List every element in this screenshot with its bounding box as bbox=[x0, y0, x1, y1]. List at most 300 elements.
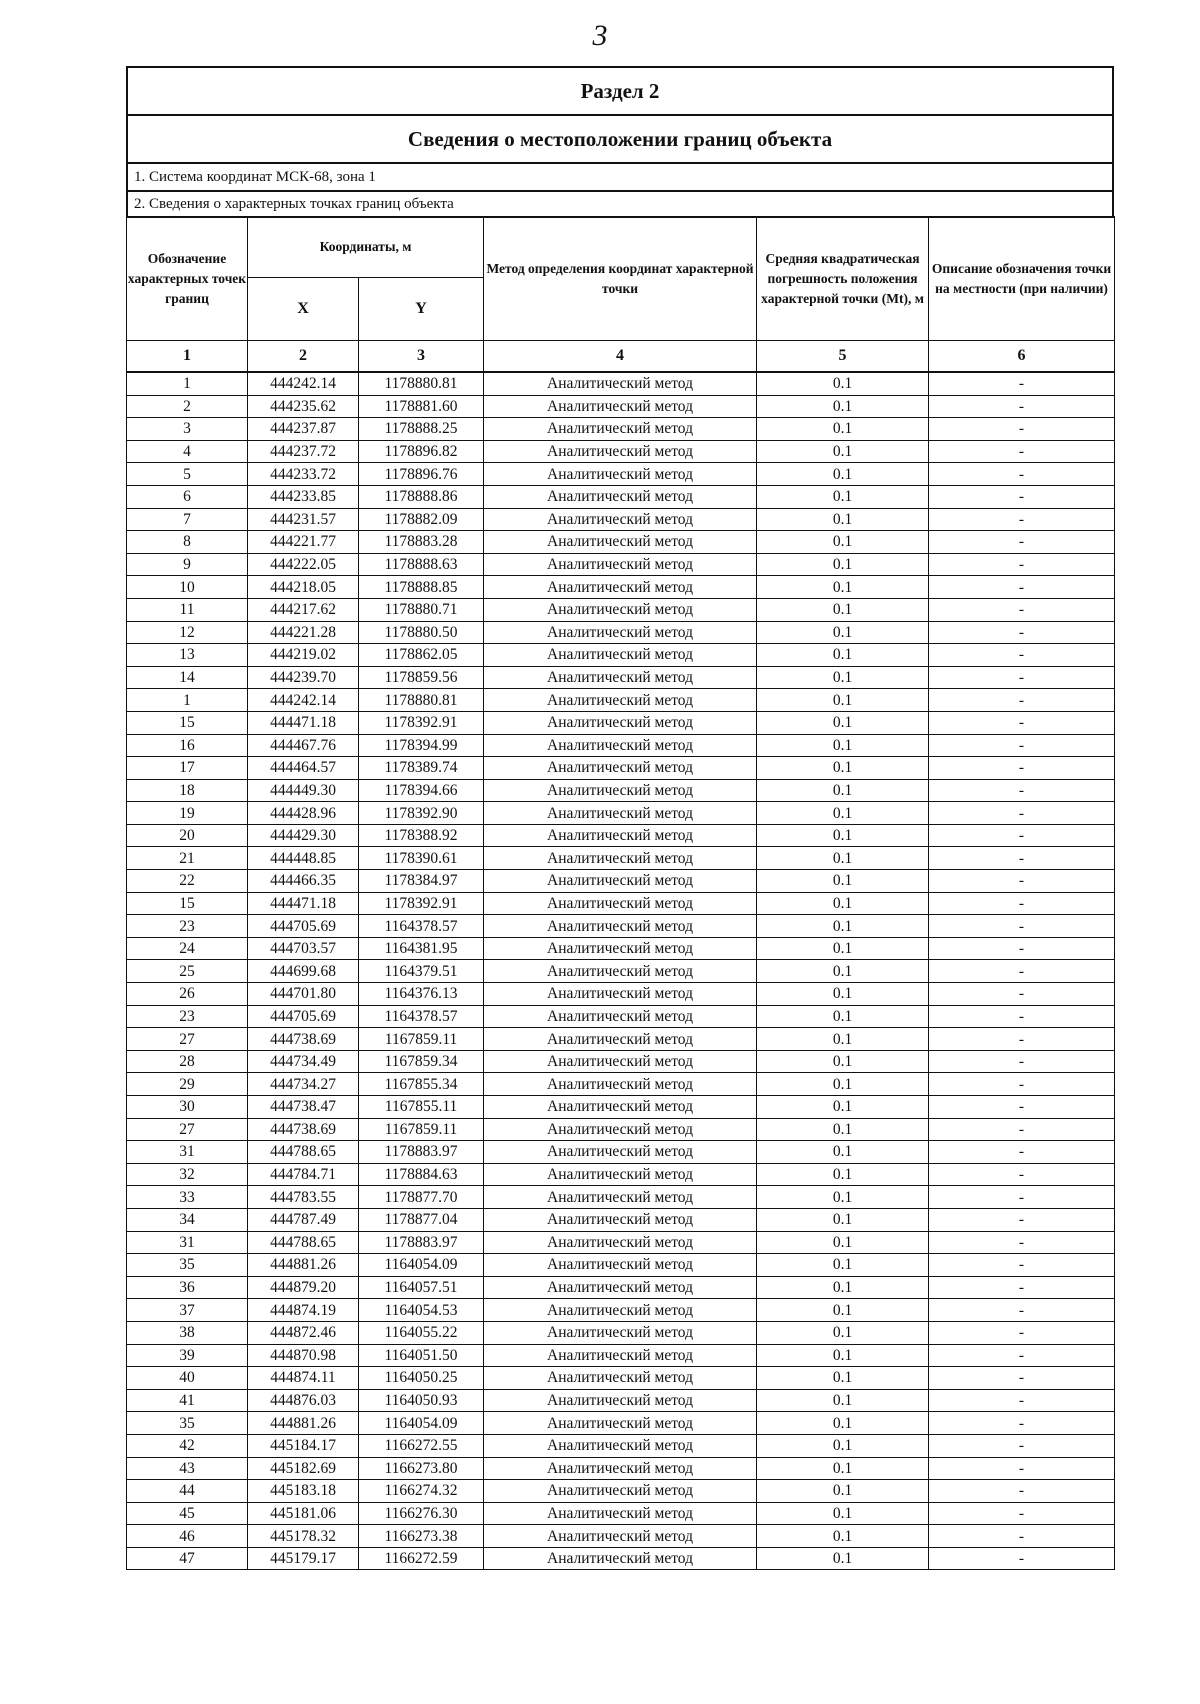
point-number-cell: 37 bbox=[127, 1299, 248, 1322]
x-coordinate-cell: 444703.57 bbox=[248, 937, 359, 960]
point-number-cell: 46 bbox=[127, 1525, 248, 1548]
point-number-cell: 13 bbox=[127, 644, 248, 667]
header-y: Y bbox=[359, 278, 484, 341]
error-cell: 0.1 bbox=[757, 1254, 929, 1277]
description-cell: - bbox=[929, 1299, 1115, 1322]
description-cell: - bbox=[929, 463, 1115, 486]
y-coordinate-cell: 1178880.50 bbox=[359, 621, 484, 644]
point-number-cell: 41 bbox=[127, 1389, 248, 1412]
table-row bbox=[127, 779, 1115, 802]
method-cell: Аналитический метод bbox=[484, 734, 757, 757]
table-row bbox=[127, 1502, 1115, 1525]
y-coordinate-cell: 1166273.80 bbox=[359, 1457, 484, 1480]
error-cell: 0.1 bbox=[757, 960, 929, 983]
x-coordinate-cell: 444233.85 bbox=[248, 485, 359, 508]
y-coordinate-cell: 1164057.51 bbox=[359, 1276, 484, 1299]
x-coordinate-cell: 444788.65 bbox=[248, 1141, 359, 1164]
point-number-cell: 39 bbox=[127, 1344, 248, 1367]
method-cell: Аналитический метод bbox=[484, 508, 757, 531]
table-row bbox=[127, 1434, 1115, 1457]
point-number-cell: 12 bbox=[127, 621, 248, 644]
header-coordinates: Координаты, м bbox=[248, 217, 484, 278]
error-cell: 0.1 bbox=[757, 1525, 929, 1548]
table-row bbox=[127, 1254, 1115, 1277]
y-coordinate-cell: 1164050.93 bbox=[359, 1389, 484, 1412]
point-number-cell: 26 bbox=[127, 983, 248, 1006]
point-number-cell: 33 bbox=[127, 1186, 248, 1209]
y-coordinate-cell: 1167855.34 bbox=[359, 1073, 484, 1096]
table-row bbox=[127, 1276, 1115, 1299]
description-cell: - bbox=[929, 553, 1115, 576]
y-coordinate-cell: 1178882.09 bbox=[359, 508, 484, 531]
method-cell: Аналитический метод bbox=[484, 757, 757, 780]
description-cell: - bbox=[929, 1367, 1115, 1390]
table-row bbox=[127, 824, 1115, 847]
point-number-cell: 43 bbox=[127, 1457, 248, 1480]
error-cell: 0.1 bbox=[757, 1118, 929, 1141]
error-cell: 0.1 bbox=[757, 983, 929, 1006]
table-row bbox=[127, 870, 1115, 893]
header-x: X bbox=[248, 278, 359, 341]
error-cell: 0.1 bbox=[757, 779, 929, 802]
table-row bbox=[127, 372, 1115, 395]
description-cell: - bbox=[929, 892, 1115, 915]
column-number: 4 bbox=[484, 341, 757, 373]
table-row bbox=[127, 1141, 1115, 1164]
description-cell: - bbox=[929, 1186, 1115, 1209]
y-coordinate-cell: 1178880.81 bbox=[359, 689, 484, 712]
error-cell: 0.1 bbox=[757, 1457, 929, 1480]
point-number-cell: 42 bbox=[127, 1434, 248, 1457]
y-coordinate-cell: 1178392.91 bbox=[359, 711, 484, 734]
method-cell: Аналитический метод bbox=[484, 598, 757, 621]
x-coordinate-cell: 444242.14 bbox=[248, 689, 359, 712]
x-coordinate-cell: 444872.46 bbox=[248, 1321, 359, 1344]
description-cell: - bbox=[929, 824, 1115, 847]
column-number: 1 bbox=[127, 341, 248, 373]
point-number-cell: 19 bbox=[127, 802, 248, 825]
error-cell: 0.1 bbox=[757, 1028, 929, 1051]
description-cell: - bbox=[929, 440, 1115, 463]
point-number-cell: 38 bbox=[127, 1321, 248, 1344]
x-coordinate-cell: 444738.69 bbox=[248, 1028, 359, 1051]
method-cell: Аналитический метод bbox=[484, 1434, 757, 1457]
method-cell: Аналитический метод bbox=[484, 418, 757, 441]
method-cell: Аналитический метод bbox=[484, 1412, 757, 1435]
method-cell: Аналитический метод bbox=[484, 1208, 757, 1231]
error-cell: 0.1 bbox=[757, 937, 929, 960]
point-number-cell: 22 bbox=[127, 870, 248, 893]
description-cell: - bbox=[929, 1096, 1115, 1119]
x-coordinate-cell: 444237.72 bbox=[248, 440, 359, 463]
y-coordinate-cell: 1164054.53 bbox=[359, 1299, 484, 1322]
method-cell: Аналитический метод bbox=[484, 1299, 757, 1322]
error-cell: 0.1 bbox=[757, 508, 929, 531]
description-cell: - bbox=[929, 711, 1115, 734]
section-title: Раздел 2 bbox=[127, 67, 1113, 115]
description-cell: - bbox=[929, 1434, 1115, 1457]
error-cell: 0.1 bbox=[757, 1389, 929, 1412]
point-number-cell: 14 bbox=[127, 666, 248, 689]
x-coordinate-cell: 444784.71 bbox=[248, 1163, 359, 1186]
method-cell: Аналитический метод bbox=[484, 937, 757, 960]
point-number-cell: 35 bbox=[127, 1254, 248, 1277]
y-coordinate-cell: 1178388.92 bbox=[359, 824, 484, 847]
description-cell: - bbox=[929, 1141, 1115, 1164]
x-coordinate-cell: 444221.28 bbox=[248, 621, 359, 644]
table-row bbox=[127, 531, 1115, 554]
error-cell: 0.1 bbox=[757, 1073, 929, 1096]
y-coordinate-cell: 1178896.82 bbox=[359, 440, 484, 463]
description-cell: - bbox=[929, 1276, 1115, 1299]
description-cell: - bbox=[929, 1050, 1115, 1073]
method-cell: Аналитический метод bbox=[484, 1389, 757, 1412]
point-number-cell: 28 bbox=[127, 1050, 248, 1073]
error-cell: 0.1 bbox=[757, 666, 929, 689]
description-cell: - bbox=[929, 666, 1115, 689]
table-row bbox=[127, 1028, 1115, 1051]
table-row bbox=[127, 757, 1115, 780]
x-coordinate-cell: 444881.26 bbox=[248, 1254, 359, 1277]
method-cell: Аналитический метод bbox=[484, 372, 757, 395]
table-row bbox=[127, 1050, 1115, 1073]
y-coordinate-cell: 1178862.05 bbox=[359, 644, 484, 667]
method-cell: Аналитический метод bbox=[484, 847, 757, 870]
description-cell: - bbox=[929, 598, 1115, 621]
x-coordinate-cell: 444222.05 bbox=[248, 553, 359, 576]
x-coordinate-cell: 444219.02 bbox=[248, 644, 359, 667]
table-row bbox=[127, 689, 1115, 712]
x-coordinate-cell: 444876.03 bbox=[248, 1389, 359, 1412]
error-cell: 0.1 bbox=[757, 440, 929, 463]
method-cell: Аналитический метод bbox=[484, 1005, 757, 1028]
x-coordinate-cell: 444734.49 bbox=[248, 1050, 359, 1073]
method-cell: Аналитический метод bbox=[484, 824, 757, 847]
point-number-cell: 29 bbox=[127, 1073, 248, 1096]
method-cell: Аналитический метод bbox=[484, 1186, 757, 1209]
y-coordinate-cell: 1164054.09 bbox=[359, 1412, 484, 1435]
y-coordinate-cell: 1164055.22 bbox=[359, 1321, 484, 1344]
x-coordinate-cell: 444879.20 bbox=[248, 1276, 359, 1299]
method-cell: Аналитический метод bbox=[484, 711, 757, 734]
method-cell: Аналитический метод bbox=[484, 1457, 757, 1480]
description-cell: - bbox=[929, 1502, 1115, 1525]
method-cell: Аналитический метод bbox=[484, 1254, 757, 1277]
table-row bbox=[127, 485, 1115, 508]
point-number-cell: 2 bbox=[127, 395, 248, 418]
error-cell: 0.1 bbox=[757, 644, 929, 667]
error-cell: 0.1 bbox=[757, 1231, 929, 1254]
y-coordinate-cell: 1178881.60 bbox=[359, 395, 484, 418]
description-cell: - bbox=[929, 1028, 1115, 1051]
description-cell: - bbox=[929, 757, 1115, 780]
method-cell: Аналитический метод bbox=[484, 1367, 757, 1390]
y-coordinate-cell: 1178880.71 bbox=[359, 598, 484, 621]
description-cell: - bbox=[929, 1457, 1115, 1480]
point-number-cell: 1 bbox=[127, 372, 248, 395]
description-cell: - bbox=[929, 1231, 1115, 1254]
y-coordinate-cell: 1178877.70 bbox=[359, 1186, 484, 1209]
error-cell: 0.1 bbox=[757, 485, 929, 508]
table-row bbox=[127, 598, 1115, 621]
description-cell: - bbox=[929, 644, 1115, 667]
description-cell: - bbox=[929, 418, 1115, 441]
point-number-cell: 31 bbox=[127, 1231, 248, 1254]
error-cell: 0.1 bbox=[757, 553, 929, 576]
method-cell: Аналитический метод bbox=[484, 1096, 757, 1119]
x-coordinate-cell: 444471.18 bbox=[248, 892, 359, 915]
point-number-cell: 4 bbox=[127, 440, 248, 463]
method-cell: Аналитический метод bbox=[484, 802, 757, 825]
error-cell: 0.1 bbox=[757, 892, 929, 915]
error-cell: 0.1 bbox=[757, 1186, 929, 1209]
y-coordinate-cell: 1178884.63 bbox=[359, 1163, 484, 1186]
point-number-cell: 15 bbox=[127, 892, 248, 915]
y-coordinate-cell: 1164378.57 bbox=[359, 1005, 484, 1028]
method-cell: Аналитический метод bbox=[484, 1073, 757, 1096]
table-row bbox=[127, 1186, 1115, 1209]
coordinate-system: 1. Система координат МСК-68, зона 1 bbox=[127, 163, 1113, 191]
method-cell: Аналитический метод bbox=[484, 531, 757, 554]
point-number-cell: 31 bbox=[127, 1141, 248, 1164]
description-cell: - bbox=[929, 915, 1115, 938]
table-row bbox=[127, 395, 1115, 418]
point-number-cell: 44 bbox=[127, 1480, 248, 1503]
point-number-cell: 6 bbox=[127, 485, 248, 508]
error-cell: 0.1 bbox=[757, 711, 929, 734]
y-coordinate-cell: 1178883.97 bbox=[359, 1231, 484, 1254]
table-row bbox=[127, 983, 1115, 1006]
x-coordinate-cell: 444429.30 bbox=[248, 824, 359, 847]
point-number-cell: 15 bbox=[127, 711, 248, 734]
point-number-cell: 23 bbox=[127, 1005, 248, 1028]
error-cell: 0.1 bbox=[757, 1412, 929, 1435]
method-cell: Аналитический метод bbox=[484, 1050, 757, 1073]
point-number-cell: 35 bbox=[127, 1412, 248, 1435]
description-cell: - bbox=[929, 1005, 1115, 1028]
y-coordinate-cell: 1164051.50 bbox=[359, 1344, 484, 1367]
x-coordinate-cell: 445179.17 bbox=[248, 1547, 359, 1570]
method-cell: Аналитический метод bbox=[484, 1480, 757, 1503]
y-coordinate-cell: 1167859.34 bbox=[359, 1050, 484, 1073]
method-cell: Аналитический метод bbox=[484, 1231, 757, 1254]
y-coordinate-cell: 1164379.51 bbox=[359, 960, 484, 983]
error-cell: 0.1 bbox=[757, 1480, 929, 1503]
error-cell: 0.1 bbox=[757, 870, 929, 893]
x-coordinate-cell: 444237.87 bbox=[248, 418, 359, 441]
method-cell: Аналитический метод bbox=[484, 440, 757, 463]
method-cell: Аналитический метод bbox=[484, 1525, 757, 1548]
point-number-cell: 23 bbox=[127, 915, 248, 938]
y-coordinate-cell: 1178883.28 bbox=[359, 531, 484, 554]
x-coordinate-cell: 444705.69 bbox=[248, 1005, 359, 1028]
x-coordinate-cell: 445181.06 bbox=[248, 1502, 359, 1525]
error-cell: 0.1 bbox=[757, 576, 929, 599]
table-row bbox=[127, 666, 1115, 689]
error-cell: 0.1 bbox=[757, 1502, 929, 1525]
error-cell: 0.1 bbox=[757, 1547, 929, 1570]
table-row bbox=[127, 1231, 1115, 1254]
table-row bbox=[127, 960, 1115, 983]
table-row bbox=[127, 1005, 1115, 1028]
header-designation: Обозначение характерных точек границ bbox=[127, 217, 248, 341]
description-cell: - bbox=[929, 1118, 1115, 1141]
error-cell: 0.1 bbox=[757, 802, 929, 825]
x-coordinate-cell: 444783.55 bbox=[248, 1186, 359, 1209]
method-cell: Аналитический метод bbox=[484, 666, 757, 689]
error-cell: 0.1 bbox=[757, 1434, 929, 1457]
description-cell: - bbox=[929, 1412, 1115, 1435]
description-cell: - bbox=[929, 508, 1115, 531]
method-cell: Аналитический метод bbox=[484, 621, 757, 644]
point-number-cell: 21 bbox=[127, 847, 248, 870]
error-cell: 0.1 bbox=[757, 418, 929, 441]
error-cell: 0.1 bbox=[757, 689, 929, 712]
y-coordinate-cell: 1178896.76 bbox=[359, 463, 484, 486]
error-cell: 0.1 bbox=[757, 847, 929, 870]
table-row bbox=[127, 892, 1115, 915]
column-number: 6 bbox=[929, 341, 1115, 373]
x-coordinate-cell: 444699.68 bbox=[248, 960, 359, 983]
description-cell: - bbox=[929, 1254, 1115, 1277]
y-coordinate-cell: 1178880.81 bbox=[359, 372, 484, 395]
error-cell: 0.1 bbox=[757, 1005, 929, 1028]
point-number-cell: 47 bbox=[127, 1547, 248, 1570]
table-row bbox=[127, 1480, 1115, 1503]
description-cell: - bbox=[929, 531, 1115, 554]
y-coordinate-cell: 1166273.38 bbox=[359, 1525, 484, 1548]
table-row bbox=[127, 802, 1115, 825]
error-cell: 0.1 bbox=[757, 915, 929, 938]
error-cell: 0.1 bbox=[757, 1096, 929, 1119]
description-cell: - bbox=[929, 576, 1115, 599]
table-row bbox=[127, 621, 1115, 644]
table-row bbox=[127, 644, 1115, 667]
error-cell: 0.1 bbox=[757, 1299, 929, 1322]
y-coordinate-cell: 1164376.13 bbox=[359, 983, 484, 1006]
table-row bbox=[127, 1321, 1115, 1344]
table-row bbox=[127, 937, 1115, 960]
x-coordinate-cell: 444242.14 bbox=[248, 372, 359, 395]
x-coordinate-cell: 444788.65 bbox=[248, 1231, 359, 1254]
point-number-cell: 9 bbox=[127, 553, 248, 576]
description-cell: - bbox=[929, 1480, 1115, 1503]
table-row bbox=[127, 576, 1115, 599]
x-coordinate-cell: 444239.70 bbox=[248, 666, 359, 689]
description-cell: - bbox=[929, 802, 1115, 825]
x-coordinate-cell: 445182.69 bbox=[248, 1457, 359, 1480]
column-number: 2 bbox=[248, 341, 359, 373]
error-cell: 0.1 bbox=[757, 757, 929, 780]
x-coordinate-cell: 444738.47 bbox=[248, 1096, 359, 1119]
x-coordinate-cell: 444787.49 bbox=[248, 1208, 359, 1231]
y-coordinate-cell: 1178392.91 bbox=[359, 892, 484, 915]
x-coordinate-cell: 445184.17 bbox=[248, 1434, 359, 1457]
table-row bbox=[127, 1412, 1115, 1435]
error-cell: 0.1 bbox=[757, 1276, 929, 1299]
method-cell: Аналитический метод bbox=[484, 644, 757, 667]
error-cell: 0.1 bbox=[757, 463, 929, 486]
table-row bbox=[127, 440, 1115, 463]
page-number: 3 bbox=[592, 19, 608, 52]
x-coordinate-cell: 444221.77 bbox=[248, 531, 359, 554]
x-coordinate-cell: 444471.18 bbox=[248, 711, 359, 734]
table-row bbox=[127, 1389, 1115, 1412]
x-coordinate-cell: 444449.30 bbox=[248, 779, 359, 802]
error-cell: 0.1 bbox=[757, 1321, 929, 1344]
y-coordinate-cell: 1178888.63 bbox=[359, 553, 484, 576]
point-number-cell: 40 bbox=[127, 1367, 248, 1390]
point-number-cell: 34 bbox=[127, 1208, 248, 1231]
point-number-cell: 30 bbox=[127, 1096, 248, 1119]
point-number-cell: 45 bbox=[127, 1502, 248, 1525]
table-row bbox=[127, 1163, 1115, 1186]
x-coordinate-cell: 444464.57 bbox=[248, 757, 359, 780]
point-number-cell: 36 bbox=[127, 1276, 248, 1299]
method-cell: Аналитический метод bbox=[484, 1118, 757, 1141]
x-coordinate-cell: 444701.80 bbox=[248, 983, 359, 1006]
y-coordinate-cell: 1167855.11 bbox=[359, 1096, 484, 1119]
table-row bbox=[127, 1344, 1115, 1367]
y-coordinate-cell: 1178859.56 bbox=[359, 666, 484, 689]
method-cell: Аналитический метод bbox=[484, 1344, 757, 1367]
y-coordinate-cell: 1164378.57 bbox=[359, 915, 484, 938]
point-number-cell: 5 bbox=[127, 463, 248, 486]
error-cell: 0.1 bbox=[757, 531, 929, 554]
x-coordinate-cell: 444734.27 bbox=[248, 1073, 359, 1096]
x-coordinate-cell: 444738.69 bbox=[248, 1118, 359, 1141]
x-coordinate-cell: 444218.05 bbox=[248, 576, 359, 599]
table-row bbox=[127, 734, 1115, 757]
y-coordinate-cell: 1164050.25 bbox=[359, 1367, 484, 1390]
point-number-cell: 8 bbox=[127, 531, 248, 554]
y-coordinate-cell: 1178888.85 bbox=[359, 576, 484, 599]
header-error: Средняя квадратическая погрешность положения характерной точки (Mt), м bbox=[757, 217, 929, 341]
point-number-cell: 10 bbox=[127, 576, 248, 599]
points-info: 2. Сведения о характерных точках границ объекта bbox=[127, 191, 1113, 217]
point-number-cell: 18 bbox=[127, 779, 248, 802]
table-row bbox=[127, 508, 1115, 531]
x-coordinate-cell: 444870.98 bbox=[248, 1344, 359, 1367]
section-subtitle: Сведения о местоположении границ объекта bbox=[127, 115, 1113, 163]
table-row bbox=[127, 1299, 1115, 1322]
table-row bbox=[127, 553, 1115, 576]
method-cell: Аналитический метод bbox=[484, 1028, 757, 1051]
y-coordinate-cell: 1178390.61 bbox=[359, 847, 484, 870]
table-row bbox=[127, 1457, 1115, 1480]
error-cell: 0.1 bbox=[757, 621, 929, 644]
table-row bbox=[127, 1096, 1115, 1119]
error-cell: 0.1 bbox=[757, 1050, 929, 1073]
description-cell: - bbox=[929, 689, 1115, 712]
table-row bbox=[127, 1073, 1115, 1096]
points-table bbox=[126, 216, 1115, 1570]
point-number-cell: 27 bbox=[127, 1028, 248, 1051]
y-coordinate-cell: 1167859.11 bbox=[359, 1028, 484, 1051]
x-coordinate-cell: 444217.62 bbox=[248, 598, 359, 621]
x-coordinate-cell: 444705.69 bbox=[248, 915, 359, 938]
description-cell: - bbox=[929, 485, 1115, 508]
error-cell: 0.1 bbox=[757, 372, 929, 395]
y-coordinate-cell: 1178392.90 bbox=[359, 802, 484, 825]
x-coordinate-cell: 444231.57 bbox=[248, 508, 359, 531]
point-number-cell: 1 bbox=[127, 689, 248, 712]
table-row bbox=[127, 847, 1115, 870]
point-number-cell: 25 bbox=[127, 960, 248, 983]
error-cell: 0.1 bbox=[757, 1208, 929, 1231]
description-cell: - bbox=[929, 779, 1115, 802]
description-cell: - bbox=[929, 1208, 1115, 1231]
